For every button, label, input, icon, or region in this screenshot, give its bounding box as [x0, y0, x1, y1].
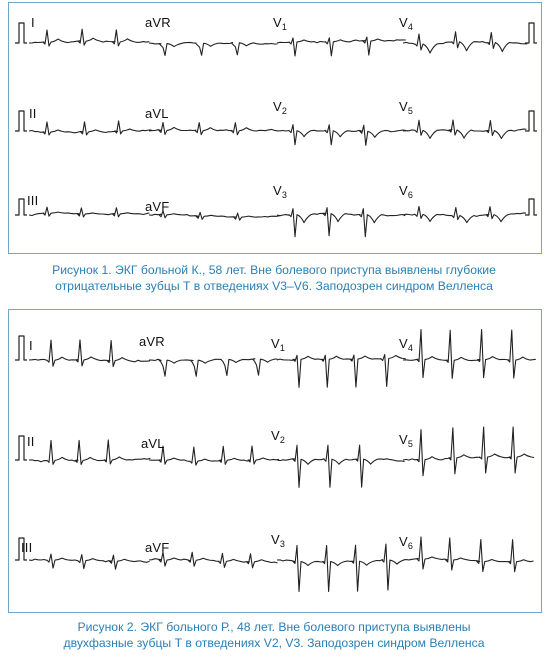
lead-label-V3: $V_3$ [273, 183, 288, 200]
lead-label-V4: $V_4$ [399, 336, 414, 353]
lead-label-aVR: aVR [139, 334, 165, 349]
lead-label-V2: $V_2$ [271, 428, 286, 445]
lead-label-aVF: aVF [145, 199, 170, 214]
lead-label-aVL: aVL [141, 436, 165, 451]
caption-line-2: двухфазные зубцы Т в отведениях V2, V3. Заподозрен синдром Велленса [63, 636, 485, 650]
figure-1-caption [0, 262, 548, 294]
ecg-lead-trace-V6 [403, 537, 534, 572]
calibration-pulse [15, 199, 27, 215]
ecg-lead-trace-III [29, 207, 149, 217]
lead-label-aVR: aVR [145, 15, 171, 30]
ecg-figure-2 [8, 309, 542, 613]
lead-label-V4: $V_4$ [399, 15, 414, 32]
ecg-lead-trace-III [29, 554, 150, 569]
lead-label-V6: $V_6$ [399, 183, 414, 200]
ecg-lead-trace-V4 [403, 32, 527, 53]
lead-label-V3: $V_3$ [271, 532, 286, 549]
lead-label-III: III [27, 193, 39, 208]
ecg-lead-trace-II [29, 121, 152, 135]
ecg-tracing-1 [9, 3, 541, 253]
ecg-lead-trace-V1 [277, 37, 406, 56]
lead-label-V1: $V_1$ [273, 15, 288, 32]
lead-label-aVL: aVL [145, 106, 169, 121]
ecg-lead-trace-I [29, 29, 149, 46]
lead-label-I: I [31, 15, 35, 30]
ecg-lead-trace-aVR [149, 42, 277, 55]
ecg-lead-trace-V5 [403, 120, 526, 138]
caption-line-1: Рисунок 2. ЭКГ больного Р., 48 лет. Вне болевого приступа выявлены [77, 620, 471, 634]
ecg-lead-trace-V4 [403, 330, 536, 379]
caption-line-1: Рисунок 1. ЭКГ больной К., 58 лет. Вне болевого приступа выявлены глубокие [52, 263, 496, 277]
calibration-pulse [525, 111, 537, 131]
lead-label-II: II [29, 106, 37, 121]
ecg-lead-trace-aVR [149, 359, 278, 376]
lead-label-III: III [21, 540, 33, 555]
calibration-pulse [525, 23, 537, 43]
lead-label-V2: $V_2$ [273, 99, 288, 116]
lead-label-II: II [27, 434, 35, 449]
ecg-lead-trace-I [29, 340, 150, 367]
lead-label-V1: $V_1$ [271, 336, 286, 353]
ecg-lead-trace-V3 [277, 208, 405, 237]
ecg-lead-trace-V6 [403, 206, 526, 222]
ecg-lead-trace-V2 [277, 125, 406, 146]
ecg-lead-trace-V1 [277, 355, 406, 388]
calibration-pulse [15, 23, 27, 43]
calibration-pulse [525, 199, 537, 215]
calibration-pulse [15, 111, 27, 131]
lead-label-I: I [29, 338, 33, 353]
lead-label-V6: $V_6$ [399, 534, 414, 551]
lead-label-V5: $V_5$ [399, 99, 414, 116]
ecg-lead-trace-aVL [149, 122, 277, 134]
ecg-tracing-2 [9, 310, 541, 612]
figure-2-caption [0, 619, 548, 651]
lead-label-aVF: aVF [145, 540, 170, 555]
ecg-lead-trace-aVL [149, 446, 279, 465]
lead-label-V5: $V_5$ [399, 432, 414, 449]
ecg-lead-trace-II [29, 440, 150, 464]
calibration-pulse [15, 336, 27, 360]
calibration-pulse [15, 436, 27, 460]
ecg-lead-trace-V2 [277, 445, 405, 487]
ecg-figure-1 [8, 2, 542, 254]
ecg-lead-trace-V5 [403, 427, 534, 476]
caption-line-2: отрицательные зубцы Т в отведениях V3–V6. Заподозрен синдром Велленса [55, 279, 493, 293]
ecg-lead-trace-V3 [277, 544, 404, 591]
